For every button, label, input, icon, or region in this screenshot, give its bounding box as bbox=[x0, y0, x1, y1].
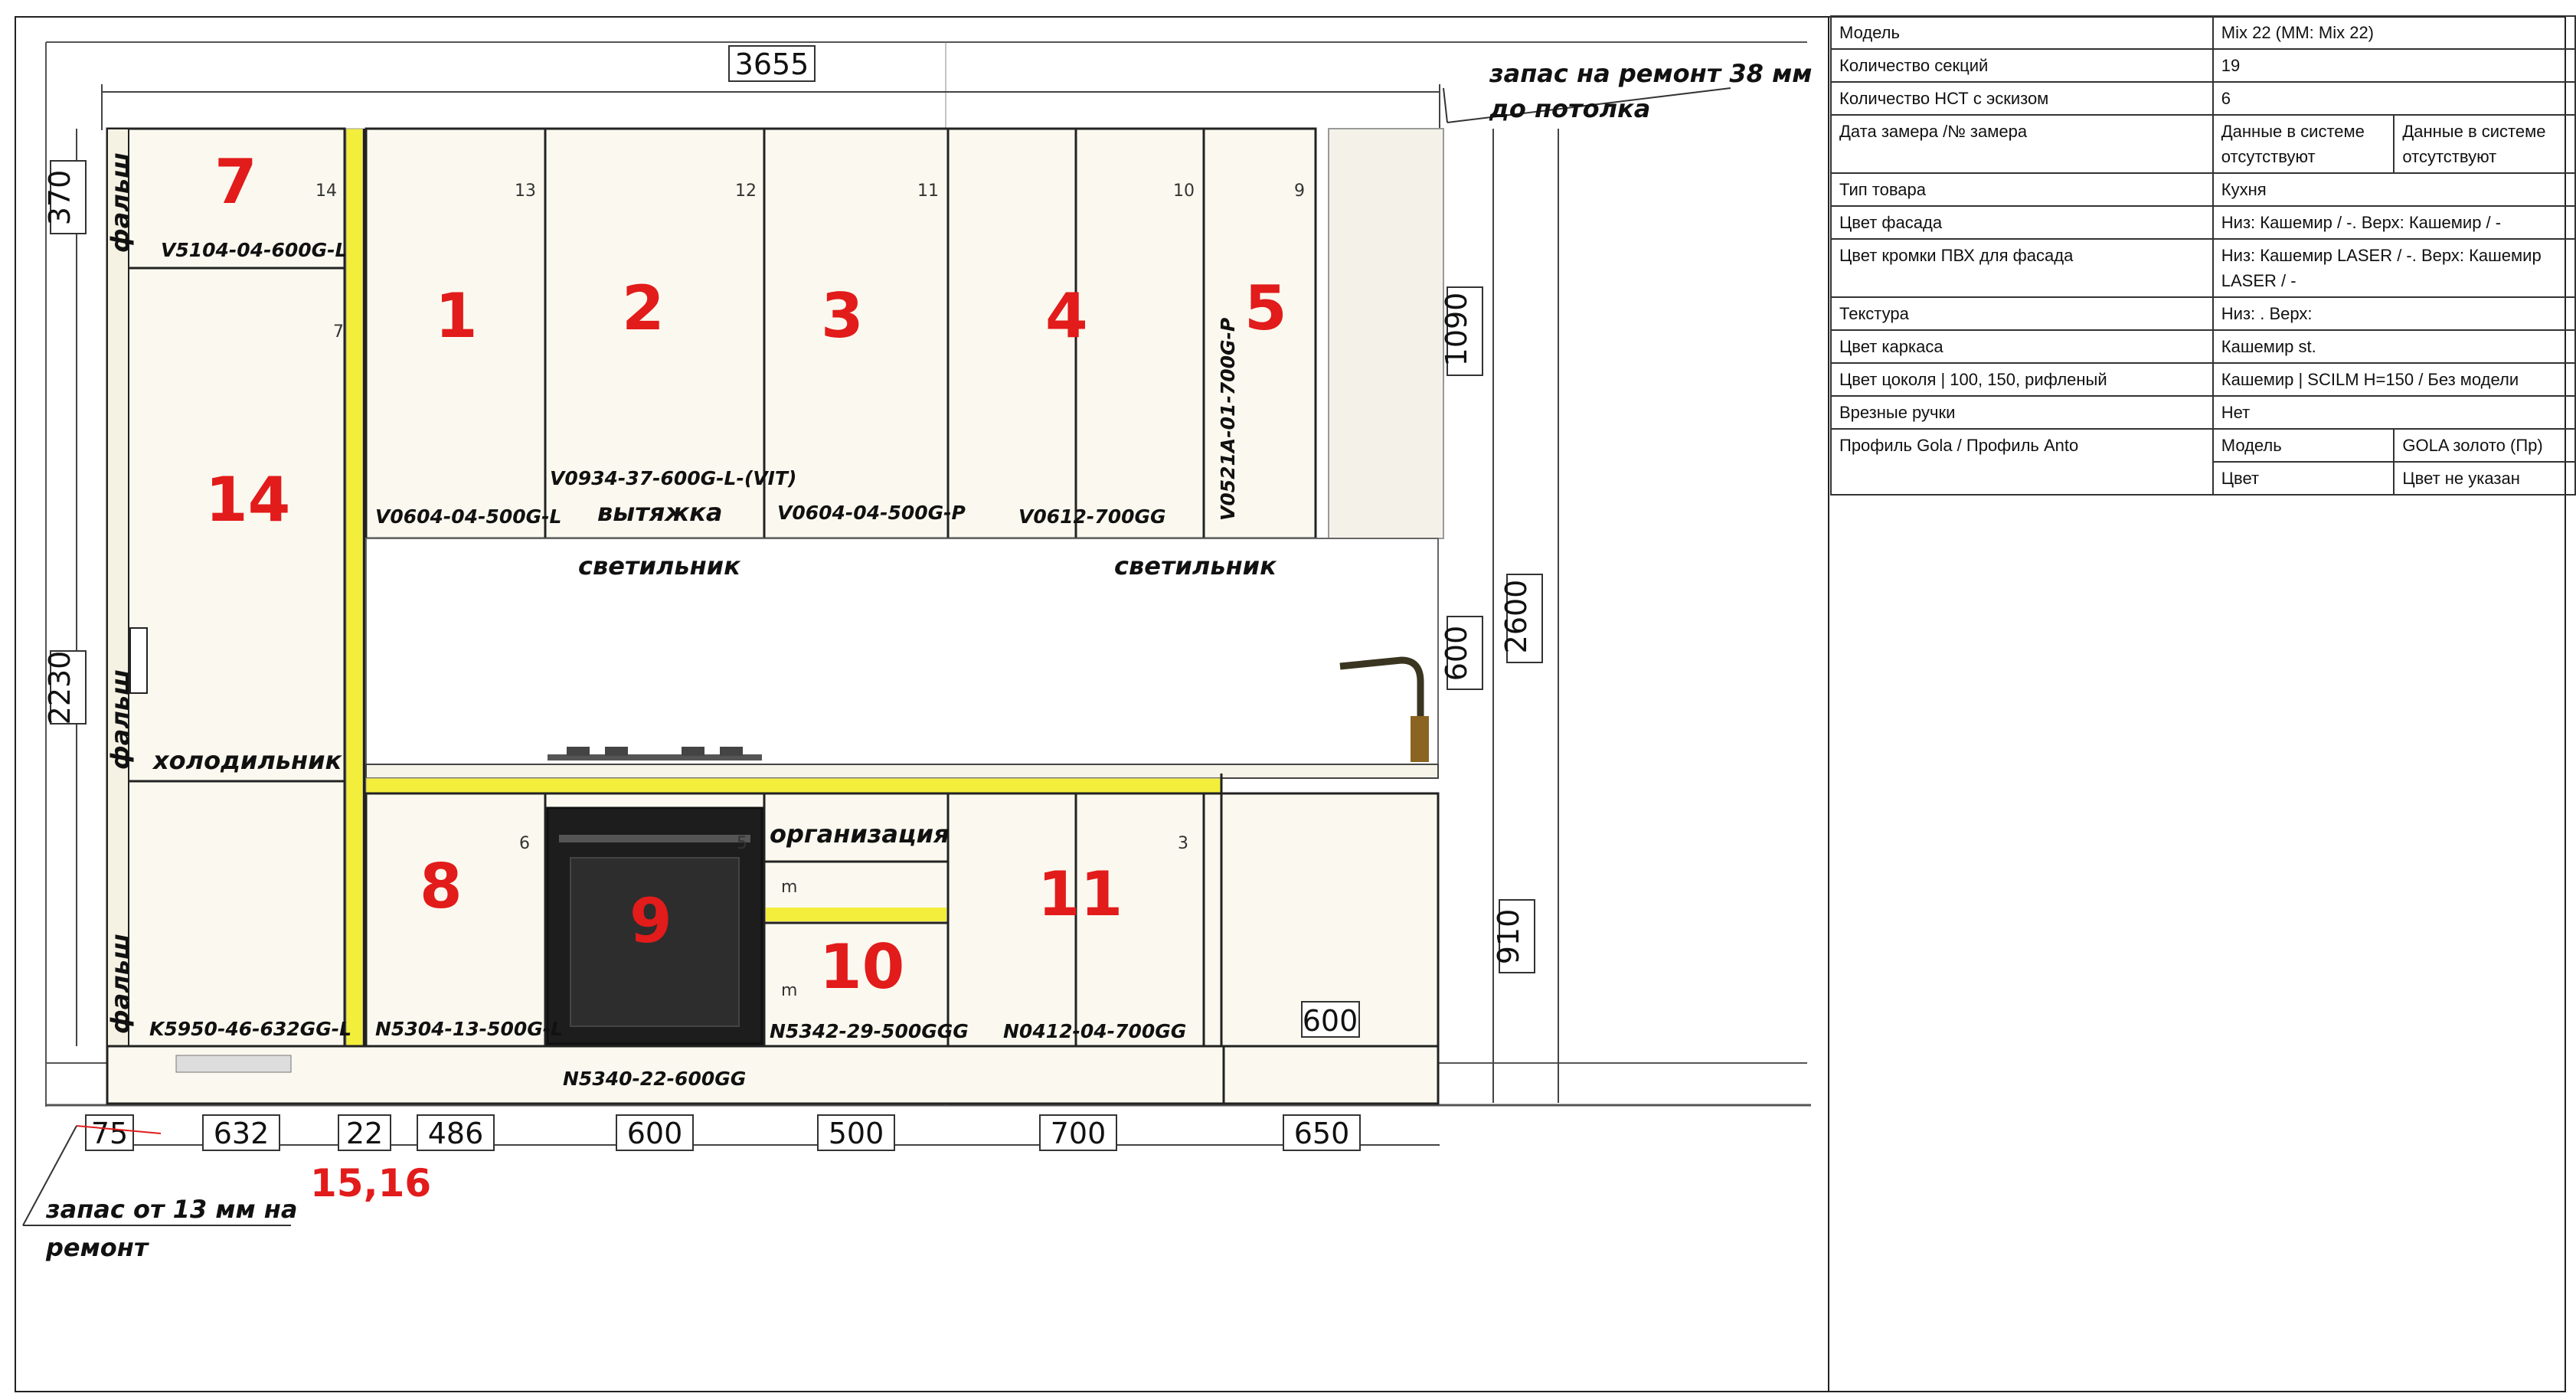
tall-column bbox=[107, 129, 348, 1046]
module-number-2: 2 bbox=[622, 273, 665, 344]
spec-row-plinth: Цвет цоколя | 100, 150, рифленый Кашемир | SCILM H=150 / Без модели bbox=[1831, 363, 2575, 396]
module-number-10: 10 bbox=[819, 931, 905, 1003]
code-4: V0612-700GG bbox=[1018, 505, 1166, 528]
floor-margin-note: запас от 13 мм на bbox=[46, 1195, 298, 1224]
left-dim-2230: 2230 bbox=[43, 650, 77, 725]
ceiling-margin-note: запас на ремонт 38 мм bbox=[1489, 59, 1813, 88]
label-light-1: светильник bbox=[578, 551, 740, 581]
module-number-7: 7 bbox=[214, 146, 257, 218]
floor-margin-note-2: ремонт bbox=[46, 1233, 149, 1262]
label-fridge: холодильник bbox=[153, 746, 342, 775]
small-number-7: 7 bbox=[333, 322, 344, 342]
bottom-dim-650: 650 bbox=[1293, 1117, 1350, 1150]
small-number-12: 12 bbox=[735, 182, 757, 201]
code-3: V0604-04-500G-P bbox=[777, 502, 966, 524]
small-number-10: 10 bbox=[1173, 182, 1195, 201]
gola-profile bbox=[366, 778, 1222, 793]
module-number-4: 4 bbox=[1045, 280, 1088, 352]
module-number-8: 8 bbox=[420, 851, 463, 922]
code-10: N5342-29-500GGG bbox=[770, 1020, 969, 1042]
bottom-dim-75: 75 bbox=[90, 1117, 129, 1150]
module-number-5: 5 bbox=[1244, 273, 1287, 344]
code-5: V0521A-01-700G-P bbox=[1217, 317, 1239, 521]
small-number-6: 6 bbox=[519, 834, 530, 853]
small-number-9: 9 bbox=[1294, 182, 1305, 201]
vent-grille bbox=[176, 1055, 291, 1072]
end-panel-upper bbox=[1329, 129, 1443, 538]
module-number-11: 11 bbox=[1038, 859, 1123, 930]
drawer-mark-2: m bbox=[781, 981, 798, 1000]
spec-row-texture: Текстура Низ: . Верх: bbox=[1831, 297, 2575, 330]
spec-row-sections: Количество секций 19 bbox=[1831, 49, 2575, 82]
spec-row-carcass: Цвет каркаса Кашемир st. bbox=[1831, 330, 2575, 363]
spec-row-gola-color: Цвет Цвет не указан bbox=[1831, 462, 2575, 495]
left-dim-370: 370 bbox=[43, 169, 77, 226]
module-number-14: 14 bbox=[205, 464, 291, 535]
module-number-9: 9 bbox=[629, 885, 672, 957]
label-hood: вытяжка bbox=[597, 498, 723, 527]
drawer-mark-1: m bbox=[781, 878, 798, 897]
module-number-1: 1 bbox=[435, 280, 478, 352]
small-number-3: 3 bbox=[1178, 834, 1188, 853]
bottom-dim-600: 600 bbox=[626, 1117, 683, 1150]
module-number-3: 3 bbox=[821, 280, 864, 352]
bottom-dim-22: 22 bbox=[345, 1117, 384, 1150]
overall-width-dim: 3655 bbox=[734, 47, 809, 81]
bottom-dim-500: 500 bbox=[828, 1117, 884, 1150]
code-2: V0934-37-600G-L-(VIT) bbox=[550, 467, 797, 489]
false-panel-left bbox=[107, 129, 129, 1046]
countertop bbox=[366, 764, 1438, 778]
false-panel-yellow bbox=[346, 129, 363, 1046]
small-number-5: 5 bbox=[737, 834, 747, 853]
code-8: N5304-13-500G-L bbox=[375, 1018, 564, 1040]
drawer-gola bbox=[766, 908, 946, 921]
spec-row-nst: Количество НСТ с эскизом 6 bbox=[1831, 82, 2575, 115]
bottom-dim-632: 632 bbox=[213, 1117, 270, 1150]
spec-row-gola: Профиль Gola / Профиль Anto Модель GOLA золото (Пр) bbox=[1831, 429, 2575, 462]
right-dim-910: 910 bbox=[1492, 908, 1525, 965]
code-7: V5104-04-600G-L bbox=[161, 239, 348, 261]
spec-row-handles: Врезные ручки Нет bbox=[1831, 396, 2575, 429]
small-number-11: 11 bbox=[917, 182, 939, 201]
spec-table bbox=[1830, 15, 2576, 496]
falsh-label-2: фальш bbox=[106, 669, 135, 770]
code-11: N0412-04-700GG bbox=[1003, 1020, 1187, 1042]
label-organization: организация bbox=[770, 819, 950, 849]
small-number-14: 14 bbox=[315, 182, 337, 201]
backsplash bbox=[366, 538, 1438, 764]
code-14: K5950-46-632GG-L bbox=[149, 1018, 352, 1040]
spec-row-model: Модель Mix 22 (MM: Mix 22) bbox=[1831, 16, 2575, 49]
dishwasher-dim: 600 bbox=[1302, 1004, 1358, 1038]
bottom-dim-700: 700 bbox=[1050, 1117, 1107, 1150]
spec-row-facade-color: Цвет фасада Низ: Кашемир / -. Верх: Кашемир / - bbox=[1831, 206, 2575, 239]
label-light-2: светильник bbox=[1114, 551, 1277, 581]
ceiling-margin-note-2: до потолка bbox=[1489, 94, 1651, 123]
small-number-13: 13 bbox=[515, 182, 536, 201]
spec-row-edge-color: Цвет кромки ПВХ для фасада Низ: Кашемир LASER / -. Верх: Кашемир LASER / - bbox=[1831, 239, 2575, 297]
code-plinth: N5340-22-600GG bbox=[563, 1068, 747, 1090]
right-dim-1090: 1090 bbox=[1440, 292, 1473, 367]
code-1: V0604-04-500G-L bbox=[375, 505, 562, 528]
falsh-label-3: фальш bbox=[106, 934, 135, 1034]
falsh-label-1: фальш bbox=[106, 152, 135, 253]
spec-row-type: Тип товара Кухня bbox=[1831, 173, 2575, 206]
bottom-dim-486: 486 bbox=[427, 1117, 484, 1150]
right-dim-600: 600 bbox=[1440, 625, 1473, 682]
right-dim-2600: 2600 bbox=[1499, 579, 1533, 654]
spec-row-date: Дата замера /№ замера Данные в системе отсутствуют Данные в системе отсутствуют bbox=[1831, 115, 2575, 173]
label-15-16: 15,16 bbox=[310, 1161, 432, 1205]
